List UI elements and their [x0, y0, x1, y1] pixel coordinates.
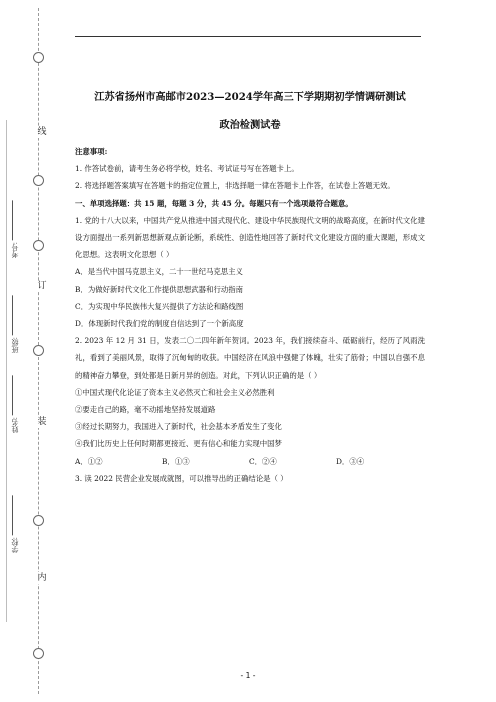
binding-hole-circle-icon [33, 345, 44, 356]
binding-hole-circle-icon [33, 515, 44, 526]
binding-hole-circle-icon [33, 175, 44, 186]
exam-number-field [10, 200, 20, 258]
name-label: 姓名: [11, 417, 19, 434]
binding-hole-circle-icon [33, 648, 44, 659]
question-3-stem: 3. 读 2022 民营企业发展成就图，可以推导出的正确结论是（ ） [75, 473, 288, 483]
question-2-option-a: A．①② [75, 456, 103, 466]
document-subtitle: 政治检测试卷 [219, 119, 281, 131]
question-2-stem: 2. 2023 年 12 月 31 日，发表二〇二四年新年贺词。2023 年，我们接续奋斗、砥砺前行，经历了风雨洗礼，看到了美丽风景，取得了沉甸甸的收获。中国经济在风浪中强健了体魄，壮实了筋骨；中国以自强不息的精神奋力攀登，到处都是日新月异的创造。对此，下列认识正确的是（ ） [75, 336, 425, 380]
question-2-option-c: C．②④ [249, 456, 277, 466]
notice-item: 2. 将选择题答案填写在答题卡的指定位置上，非选择题一律在答题卡上作答，在试卷上答题无效。 [75, 181, 395, 191]
school-label: 学校: [11, 537, 19, 554]
name-field [10, 375, 20, 433]
question-2-statement-4: ④我们比历史上任何时期都更接近、更有信心和能力实现中国梦 [75, 439, 282, 449]
class-label: 班级: [11, 337, 19, 354]
binding-char-zhuang: 装 [35, 416, 49, 428]
question-1-option-b: B．为做好新时代文化工作提供思想武器和行动指南 [75, 284, 244, 294]
question-1-option-c: C．为实现中华民族伟大复兴提供了方法论和路线图 [75, 301, 244, 311]
notice-item: 1. 作答试卷前，请考生务必将学校，姓名、考试证号写在答题卡上。 [75, 164, 299, 174]
binding-char-ding: 订 [35, 280, 49, 292]
document-title: 江苏省扬州市高邮市2023—2024学年高三下学期期初学情调研测试 [94, 91, 406, 103]
question-2-statement-1: ①中国式现代化论证了资本主义必然灭亡和社会主义必然胜利 [75, 387, 275, 397]
header-rule [75, 36, 421, 37]
question-2-options [75, 453, 425, 470]
question-2-option-d: D．③④ [336, 456, 365, 466]
binding-char-xian: 线 [35, 126, 49, 138]
section-heading: 一、单项选择题：共 15 题，每题 3 分，共 45 分。每题只有一个选项最符合题意。 [75, 198, 353, 208]
question-2-statement-2: ②要走自己的路，毫不动摇地坚持发展道路 [75, 405, 216, 415]
question-2-option-b: B．①③ [162, 456, 190, 466]
exam-content [75, 90, 425, 487]
notice-heading: 注意事项: [75, 147, 108, 156]
question-1-option-d: D．体现新时代我们党的制度自信达到了一个新高度 [75, 319, 244, 329]
binding-char-nei: 内 [35, 572, 49, 584]
question-1-option-a: A．是当代中国马克思主义，二十一世纪马克思主义 [75, 267, 243, 277]
page-number: - 1 - [240, 671, 256, 680]
question-2-statement-3: ③经过长期努力，我国进入了新时代，社会基本矛盾发生了变化 [75, 422, 282, 432]
binding-margin [0, 0, 60, 702]
binding-hole-circle-icon [33, 240, 44, 251]
school-field [10, 495, 20, 553]
binding-hole-circle-icon [33, 52, 44, 63]
exam-number-label: 考号: [11, 242, 19, 259]
margin-solid-line [6, 120, 7, 622]
class-field [10, 295, 20, 353]
question-1-stem: 1. 党的十八大以来，中国共产党从推进中国式现代化、建设中华民族现代文明的战略高度，在新时代文化建设方面提出一系列新思想新观点新论断，系统性、创造性地回答了新时代文化建设方面的重大课题，形成文化思想。这表明文化思想（ ） [75, 215, 425, 260]
